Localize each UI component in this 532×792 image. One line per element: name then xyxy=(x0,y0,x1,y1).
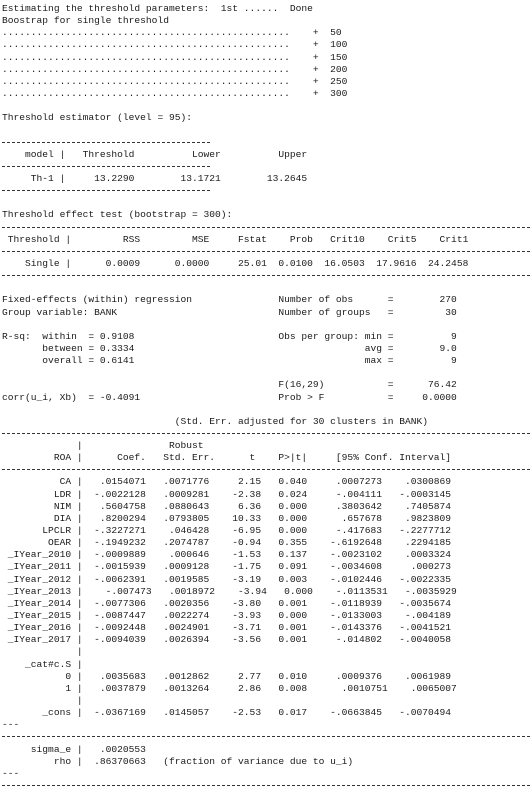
progress-line: .................................................. + 150 xyxy=(2,51,348,63)
table-row: _IYear_2010 | -.0009889 .000646 -1.53 0.137 -.0023102 .0003324 xyxy=(2,549,452,561)
threshold-estimator-header: model | Threshold Lower Upper xyxy=(2,148,308,160)
table-row: _IYear_2015 | -.0087447 .0022274 -3.93 0.000 -.0133003 -.004189 xyxy=(2,610,452,622)
rsq-line: overall = 0.6141 max = 9 xyxy=(2,355,457,367)
rsq-line: between = 0.3334 avg = 9.0 xyxy=(2,342,457,354)
progress-line: .................................................. + 50 xyxy=(2,27,342,39)
blank-line xyxy=(2,404,532,416)
blank-line xyxy=(2,100,532,112)
table-separator xyxy=(2,185,532,197)
f-stat-line: F(16,29) = 76.42 xyxy=(2,379,457,391)
table-row: _cons | -.0367169 .0145057 -2.53 0.017 -.0663845 -.0070494 xyxy=(2,707,452,719)
table-row: | xyxy=(2,695,83,707)
threshold-test-row: Single | 0.0009 0.0000 25.01 0.0100 16.0503 17.9616 24.2458 xyxy=(2,257,469,269)
table-row: --- xyxy=(2,719,20,731)
table-row: _IYear_2016 | -.0092448 .0024901 -3.71 0.001 -.0143376 -.0041521 xyxy=(2,622,452,634)
progress-line: .................................................. + 200 xyxy=(2,63,348,75)
table-row: LDR | -.0022128 .0009281 -2.38 0.024 -.004111 -.0003145 xyxy=(2,488,452,500)
coef-table-header: ROA | Coef. Std. Err. t P>|t| [95% Conf. Interval] xyxy=(2,452,452,464)
rsq-line: R-sq: within = 0.9108 Obs per group: min = 9 xyxy=(2,330,457,342)
table-separator xyxy=(2,246,532,258)
blank-line xyxy=(2,319,532,331)
regression-header-line: Group variable: BANK Number of groups = 30 xyxy=(2,306,457,318)
rho-row: --- xyxy=(2,767,20,779)
threshold-estimator-title: Threshold estimator (level = 95): xyxy=(2,112,192,124)
blank-line xyxy=(2,282,532,294)
threshold-test-title: Threshold effect test (bootstrap = 300): xyxy=(2,209,233,221)
sigma-row: sigma_e | .0020553 xyxy=(2,743,146,755)
table-row: CA | .0154071 .0071776 2.15 0.040 .0007273 .0300869 xyxy=(2,476,452,488)
table-separator xyxy=(2,731,532,743)
table-row: NIM | .5604758 .0880643 6.36 0.000 .3803642 .7405874 xyxy=(2,500,452,512)
sigma-row: rho | .86370663 (fraction of variance due to u_i) xyxy=(2,755,354,767)
table-separator xyxy=(2,161,532,173)
output-line-bootstrap: Boostrap for single threshold xyxy=(2,15,169,27)
table-separator xyxy=(2,780,532,792)
table-row: _IYear_2017 | -.0094039 .0026394 -3.56 0.001 -.014802 -.0040058 xyxy=(2,634,452,646)
table-row: DIA | .8200294 .0793805 10.33 0.000 .657678 .9823809 xyxy=(2,512,452,524)
table-separator xyxy=(2,428,532,440)
table-row: 1 | .0037879 .0013264 2.86 0.008 .0010751 .0065007 xyxy=(2,682,457,694)
table-row: _IYear_2014 | -.0077306 .0020356 -3.80 0.001 -.0118939 -.0035674 xyxy=(2,597,452,609)
table-row: | xyxy=(2,646,83,658)
progress-line: .................................................. + 300 xyxy=(2,87,348,99)
table-row: _IYear_2012 | -.0062391 .0019585 -3.19 0.003 -.0102446 -.0022335 xyxy=(2,573,452,585)
output-line-estimating: Estimating the threshold parameters: 1st ...... Done xyxy=(2,3,313,14)
blank-line xyxy=(2,367,532,379)
table-row: 0 | .0035683 .0012862 2.77 0.010 .0009376 .0061989 xyxy=(2,670,452,682)
table-row: _IYear_2013 | -.007473 .0018972 -3.94 0.000 -.0113531 -.0035929 xyxy=(2,585,457,597)
table-row: LPCLR | -.3227271 .046428 -6.95 0.000 -.417683 -.2277712 xyxy=(2,525,452,537)
blank-line xyxy=(2,124,532,136)
threshold-estimator-row: Th-1 | 13.2290 13.1721 13.2645 xyxy=(2,172,308,184)
table-separator xyxy=(2,137,532,149)
threshold-test-header: Threshold | RSS MSE Fstat Prob Crit10 Crit5 Crit1 xyxy=(2,233,469,245)
std-err-note: (Std. Err. adjusted for 30 clusters in BANK) xyxy=(2,415,429,427)
blank-line xyxy=(2,197,532,209)
table-row: OEAR | -.1949232 .2074787 -0.94 0.355 -.6192648 .2294185 xyxy=(2,537,452,549)
table-separator xyxy=(2,464,532,476)
progress-line: .................................................. + 250 xyxy=(2,75,348,87)
regression-header-line: Fixed-effects (within) regression Number of obs = 270 xyxy=(2,294,457,306)
table-separator xyxy=(2,270,532,282)
table-row: _IYear_2011 | -.0015939 .0009128 -1.75 0.091 -.0034608 .000273 xyxy=(2,561,452,573)
table-separator xyxy=(2,222,532,234)
progress-line: .................................................. + 100 xyxy=(2,39,348,51)
table-row: _cat#c.S | xyxy=(2,658,83,670)
coef-table-header: | Robust xyxy=(2,440,204,452)
corr-line: corr(u_i, Xb) = -0.4091 Prob > F = 0.0000 xyxy=(2,391,457,403)
